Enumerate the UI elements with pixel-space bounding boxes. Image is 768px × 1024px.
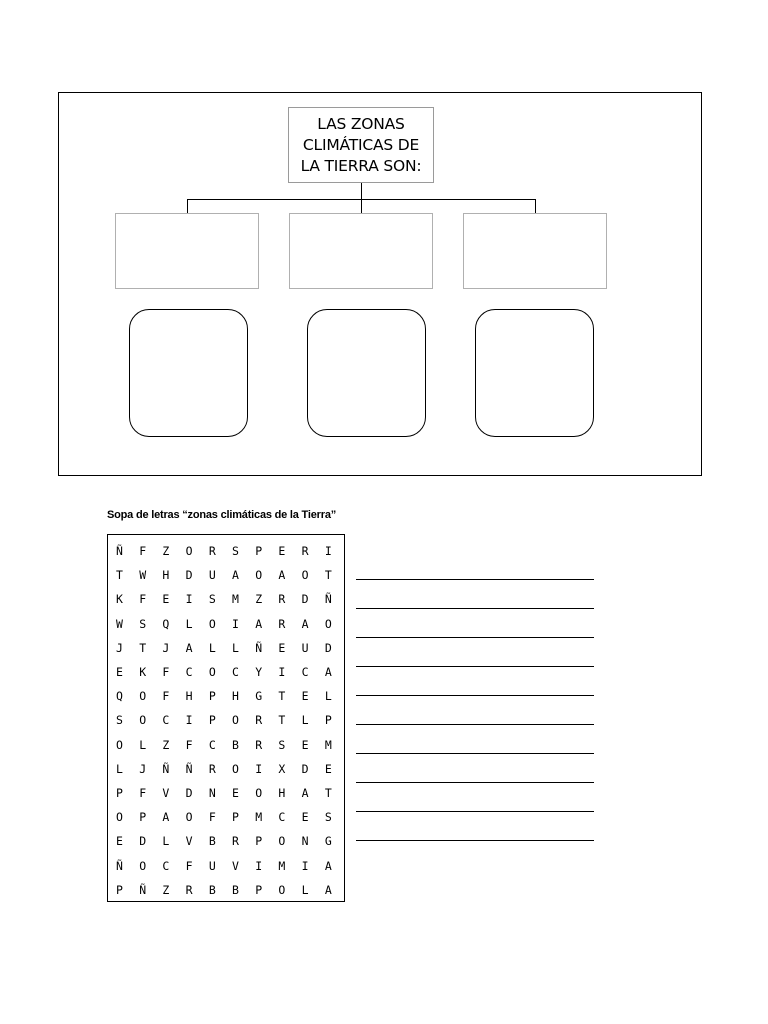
answer-line-10[interactable]: [356, 840, 594, 841]
grid-letter[interactable]: F: [139, 544, 147, 559]
detail-box-2[interactable]: [307, 309, 426, 437]
grid-letter[interactable]: A: [162, 810, 170, 825]
wordsearch-title: Sopa de letras “zonas climáticas de la Tierra”: [107, 509, 337, 521]
connector-right: [535, 199, 536, 213]
grid-row: [112, 684, 344, 708]
detail-box-1[interactable]: [129, 309, 248, 437]
grid-letter[interactable]: C: [162, 858, 170, 873]
grid-letter[interactable]: F: [162, 689, 170, 704]
grid-letter[interactable]: Z: [162, 737, 170, 752]
grid-letter[interactable]: U: [301, 640, 309, 655]
grid-letter[interactable]: R: [208, 544, 216, 559]
grid-letter[interactable]: A: [324, 882, 332, 897]
grid-letter[interactable]: R: [232, 834, 239, 849]
grid-letter[interactable]: Ñ: [324, 592, 332, 607]
grid-letter[interactable]: H: [162, 568, 170, 583]
grid-row: [112, 587, 344, 611]
zone-box-1[interactable]: [115, 213, 259, 289]
grid-letter[interactable]: E: [232, 785, 239, 800]
grid-letter[interactable]: K: [139, 665, 147, 680]
grid-letter[interactable]: F: [208, 810, 216, 825]
grid-letter[interactable]: Z: [162, 544, 170, 559]
grid-row: [112, 781, 344, 805]
grid-letter[interactable]: E: [301, 689, 309, 704]
detail-box-3[interactable]: [475, 309, 594, 437]
grid-letter[interactable]: H: [278, 785, 286, 800]
grid-letter[interactable]: P: [116, 785, 123, 800]
grid-letter[interactable]: B: [208, 882, 216, 897]
grid-letter[interactable]: F: [139, 785, 147, 800]
grid-letter[interactable]: K: [116, 592, 123, 607]
grid-letter[interactable]: A: [301, 616, 309, 631]
grid-letter[interactable]: M: [324, 737, 332, 752]
grid-letter[interactable]: D: [185, 785, 193, 800]
grid-letter[interactable]: H: [185, 689, 193, 704]
grid-letter[interactable]: P: [255, 544, 263, 559]
answer-line-5[interactable]: [356, 695, 594, 696]
answer-line-7[interactable]: [356, 753, 594, 754]
grid-letter[interactable]: C: [162, 713, 170, 728]
grid-letter[interactable]: O: [232, 713, 239, 728]
grid-letter[interactable]: P: [208, 713, 216, 728]
grid-row: [112, 612, 344, 636]
grid-letter[interactable]: Ñ: [162, 761, 170, 776]
grid-letter[interactable]: Y: [255, 665, 263, 680]
grid-letter[interactable]: I: [185, 592, 193, 607]
grid-row: [112, 539, 344, 563]
grid-letter[interactable]: O: [185, 544, 193, 559]
grid-letter[interactable]: O: [301, 568, 309, 583]
grid-letter[interactable]: P: [232, 810, 239, 825]
grid-letter[interactable]: M: [232, 592, 239, 607]
grid-letter[interactable]: R: [208, 761, 216, 776]
grid-letter[interactable]: E: [324, 761, 332, 776]
connector-vertical-top: [361, 183, 362, 199]
grid-letter[interactable]: R: [278, 592, 286, 607]
grid-letter[interactable]: U: [208, 568, 216, 583]
grid-letter[interactable]: F: [139, 592, 147, 607]
grid-row: [112, 636, 344, 660]
grid-letter[interactable]: T: [139, 640, 147, 655]
grid-letter[interactable]: S: [208, 592, 216, 607]
grid-letter[interactable]: E: [301, 737, 309, 752]
grid-letter[interactable]: Ñ: [116, 858, 123, 873]
grid-letter[interactable]: L: [301, 713, 309, 728]
grid-letter[interactable]: P: [255, 834, 263, 849]
grid-letter[interactable]: O: [278, 834, 286, 849]
connector-middle: [361, 199, 362, 213]
grid-letter[interactable]: A: [324, 665, 332, 680]
answer-line-9[interactable]: [356, 811, 594, 812]
grid-letter[interactable]: W: [116, 616, 123, 631]
grid-letter[interactable]: L: [116, 761, 123, 776]
answer-line-2[interactable]: [356, 608, 594, 609]
grid-letter[interactable]: G: [255, 689, 263, 704]
zone-box-3[interactable]: [463, 213, 607, 289]
grid-row: [112, 733, 344, 757]
grid-letter[interactable]: I: [278, 665, 286, 680]
grid-letter[interactable]: M: [278, 858, 286, 873]
grid-letter[interactable]: T: [278, 689, 286, 704]
answer-line-6[interactable]: [356, 724, 594, 725]
grid-letter[interactable]: S: [139, 616, 147, 631]
grid-row: [112, 853, 344, 877]
grid-row: [112, 563, 344, 587]
grid-letter[interactable]: V: [232, 858, 239, 873]
grid-letter[interactable]: C: [301, 665, 309, 680]
grid-row: [112, 805, 344, 829]
grid-letter[interactable]: W: [139, 568, 147, 583]
grid-letter[interactable]: L: [208, 640, 216, 655]
grid-letter[interactable]: C: [185, 665, 193, 680]
grid-letter[interactable]: H: [232, 689, 239, 704]
grid-letter[interactable]: E: [278, 640, 286, 655]
grid-letter[interactable]: D: [301, 761, 309, 776]
grid-letter[interactable]: R: [255, 737, 263, 752]
grid-letter[interactable]: J: [116, 640, 123, 655]
grid-letter[interactable]: E: [301, 810, 309, 825]
grid-letter[interactable]: I: [185, 713, 193, 728]
grid-letter[interactable]: T: [278, 713, 286, 728]
grid-letter[interactable]: O: [116, 810, 123, 825]
grid-row: [112, 660, 344, 684]
grid-letter[interactable]: O: [324, 616, 332, 631]
grid-letter[interactable]: E: [116, 834, 123, 849]
grid-letter[interactable]: I: [255, 761, 263, 776]
grid-letter[interactable]: V: [185, 834, 193, 849]
grid-letter[interactable]: J: [139, 761, 147, 776]
answer-line-4[interactable]: [356, 666, 594, 667]
grid-letter[interactable]: I: [301, 858, 309, 873]
grid-letter[interactable]: Ñ: [116, 544, 123, 559]
grid-letter[interactable]: R: [278, 616, 286, 631]
grid-letter[interactable]: O: [255, 568, 263, 583]
grid-letter[interactable]: G: [324, 834, 332, 849]
grid-letter[interactable]: V: [162, 785, 170, 800]
concept-map-title: LAS ZONAS CLIMÁTICAS DE LA TIERRA SON:: [288, 107, 434, 183]
grid-letter[interactable]: D: [324, 640, 332, 655]
grid-letter[interactable]: O: [116, 737, 123, 752]
grid-letter[interactable]: L: [139, 737, 147, 752]
grid-letter[interactable]: A: [301, 785, 309, 800]
grid-letter[interactable]: R: [185, 882, 193, 897]
grid-letter[interactable]: O: [208, 665, 216, 680]
grid-letter[interactable]: J: [162, 640, 170, 655]
grid-letter[interactable]: O: [185, 810, 193, 825]
grid-letter[interactable]: E: [116, 665, 123, 680]
grid-letter[interactable]: P: [208, 689, 216, 704]
grid-letter[interactable]: B: [232, 882, 239, 897]
grid-letter[interactable]: L: [232, 640, 239, 655]
grid-letter[interactable]: Z: [162, 882, 170, 897]
grid-letter[interactable]: A: [324, 858, 332, 873]
answer-line-1[interactable]: [356, 579, 594, 580]
concept-map-frame: [58, 92, 702, 476]
grid-letter[interactable]: Q: [162, 616, 170, 631]
grid-letter[interactable]: I: [324, 544, 332, 559]
grid-letter[interactable]: B: [208, 834, 216, 849]
grid-letter[interactable]: C: [232, 665, 239, 680]
grid-letter[interactable]: E: [278, 544, 286, 559]
grid-letter[interactable]: R: [255, 713, 263, 728]
grid-letter[interactable]: N: [208, 785, 216, 800]
grid-letter[interactable]: O: [139, 713, 147, 728]
grid-letter[interactable]: O: [208, 616, 216, 631]
grid-letter[interactable]: I: [255, 858, 263, 873]
grid-letter[interactable]: P: [116, 882, 123, 897]
grid-letter[interactable]: B: [232, 737, 239, 752]
grid-letter[interactable]: F: [162, 665, 170, 680]
grid-letter[interactable]: D: [185, 568, 193, 583]
answer-line-8[interactable]: [356, 782, 594, 783]
grid-letter[interactable]: Ñ: [185, 761, 193, 776]
grid-letter[interactable]: P: [324, 713, 332, 728]
grid-letter[interactable]: M: [255, 810, 263, 825]
grid-letter[interactable]: Q: [116, 689, 123, 704]
grid-letter[interactable]: L: [324, 689, 332, 704]
grid-letter[interactable]: X: [278, 761, 286, 776]
grid-letter[interactable]: P: [255, 882, 263, 897]
answer-line-3[interactable]: [356, 637, 594, 638]
grid-letter[interactable]: Ñ: [255, 640, 263, 655]
grid-row: [112, 829, 344, 853]
connector-left: [187, 199, 188, 213]
grid-letter[interactable]: I: [232, 616, 239, 631]
grid-letter[interactable]: S: [324, 810, 332, 825]
grid-letter[interactable]: S: [278, 737, 286, 752]
zone-box-2[interactable]: [289, 213, 433, 289]
grid-letter[interactable]: L: [301, 882, 309, 897]
grid-letter[interactable]: D: [301, 592, 309, 607]
grid-letter[interactable]: P: [139, 810, 147, 825]
grid-letter[interactable]: T: [324, 785, 332, 800]
grid-row: [112, 757, 344, 781]
grid-letter[interactable]: E: [162, 592, 170, 607]
grid-letter[interactable]: S: [232, 544, 239, 559]
grid-letter[interactable]: T: [324, 568, 332, 583]
wordsearch-grid: [107, 534, 345, 902]
grid-letter[interactable]: A: [232, 568, 239, 583]
grid-letter[interactable]: O: [139, 858, 147, 873]
grid-letter[interactable]: O: [255, 785, 263, 800]
grid-letter[interactable]: R: [301, 544, 309, 559]
grid-letter[interactable]: T: [116, 568, 123, 583]
grid-row: [112, 878, 344, 902]
grid-letter[interactable]: O: [278, 882, 286, 897]
grid-letter[interactable]: A: [278, 568, 286, 583]
grid-letter[interactable]: F: [185, 858, 193, 873]
grid-row: [112, 708, 344, 732]
grid-letter[interactable]: L: [185, 616, 193, 631]
grid-letter[interactable]: A: [255, 616, 263, 631]
grid-letter[interactable]: Ñ: [139, 882, 147, 897]
grid-letter[interactable]: O: [139, 689, 147, 704]
grid-letter[interactable]: C: [208, 737, 216, 752]
grid-letter[interactable]: U: [208, 858, 216, 873]
grid-letter[interactable]: O: [232, 761, 239, 776]
grid-letter[interactable]: D: [139, 834, 147, 849]
grid-letter[interactable]: S: [116, 713, 123, 728]
grid-letter[interactable]: C: [278, 810, 286, 825]
grid-letter[interactable]: A: [185, 640, 193, 655]
grid-letter[interactable]: L: [162, 834, 170, 849]
grid-letter[interactable]: N: [301, 834, 309, 849]
grid-letter[interactable]: F: [185, 737, 193, 752]
grid-letter[interactable]: Z: [255, 592, 263, 607]
